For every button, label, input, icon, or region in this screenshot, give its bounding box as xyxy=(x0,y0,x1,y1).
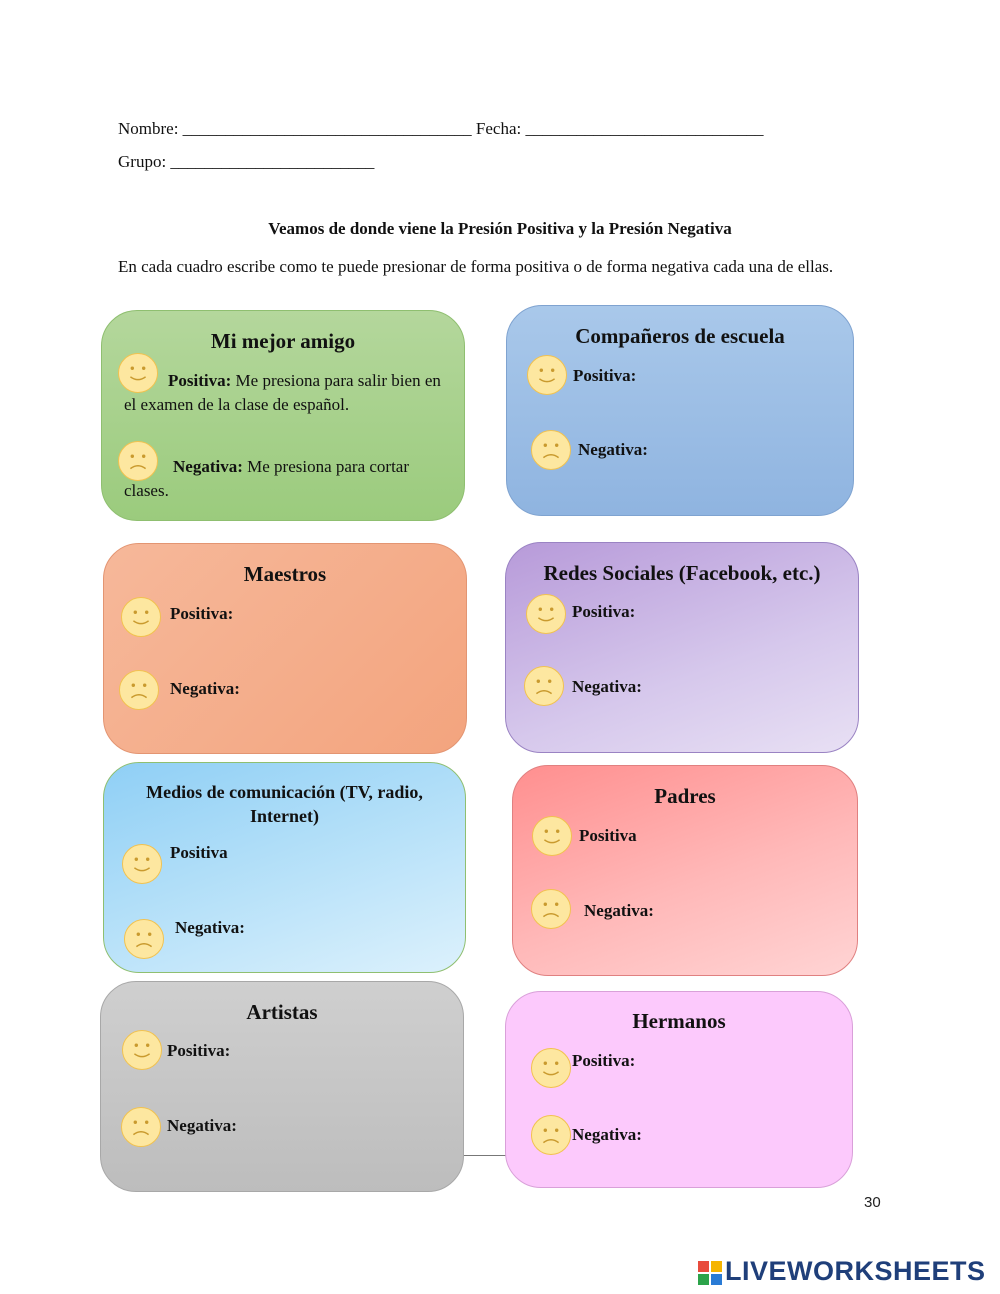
negative-label: Negativa: xyxy=(578,440,648,459)
box-title: Redes Sociales (Facebook, etc.) xyxy=(543,561,821,585)
box-title: Hermanos xyxy=(632,1009,726,1033)
liveworksheets-logo[interactable]: LIVEWORKSHEETS xyxy=(725,1256,986,1286)
smiley-face-icon xyxy=(527,355,567,395)
box-title: Mi mejor amigo xyxy=(210,329,356,353)
box-title: Maestros xyxy=(243,562,327,586)
instructions: En cada cuadro escribe como te puede presionar de forma positiva o de forma negativa cada una de ellas. xyxy=(118,257,834,276)
sad-face-icon xyxy=(124,919,164,959)
positive-label: Positiva: xyxy=(168,371,232,390)
smiley-face-icon xyxy=(532,816,572,856)
sad-face-icon xyxy=(121,1107,161,1147)
positive-label: Positiva xyxy=(170,843,228,862)
smiley-face-icon xyxy=(122,844,162,884)
negative-text: Me presiona para cortar clases. xyxy=(124,457,410,500)
negative-label: Negativa: xyxy=(173,457,243,476)
positive-text: Me presiona para salir bien en el examen de la clase de español. xyxy=(124,371,441,414)
negative-label: Negativa: xyxy=(167,1116,237,1135)
box-maestros xyxy=(103,543,467,754)
sad-face-icon xyxy=(531,1115,571,1155)
sad-face-icon xyxy=(119,670,159,710)
nombre-fecha-line: Nombre: __________________________________ Fecha: ____________________________ xyxy=(118,119,764,138)
smiley-face-icon xyxy=(526,594,566,634)
negative-label: Negativa: xyxy=(584,901,654,920)
smiley-face-icon xyxy=(531,1048,571,1088)
positive-label: Positiva: xyxy=(572,1051,636,1070)
negative-label: Negativa: xyxy=(170,679,240,698)
page-title: Veamos de donde viene la Presión Positiva y la Presión Negativa xyxy=(268,219,732,238)
sad-face-icon xyxy=(531,889,571,929)
box-hermanos xyxy=(505,991,853,1188)
positive-label: Positiva: xyxy=(573,366,637,385)
box-redes-sociales xyxy=(505,542,859,753)
box-title: Medios de comunicación (TV, radio, Internet) xyxy=(146,782,423,826)
sad-face-icon xyxy=(524,666,564,706)
box-title: Padres xyxy=(654,784,716,808)
negative-label: Negativa: xyxy=(572,1125,642,1144)
box-companeros-de-escuela xyxy=(506,305,854,516)
negative-label: Negativa: xyxy=(175,918,245,937)
page-number: 30 xyxy=(864,1194,881,1211)
box-artistas xyxy=(100,981,464,1192)
box-mi-mejor-amigo xyxy=(101,310,465,521)
positive-label: Positiva: xyxy=(572,602,636,621)
negative-label: Negativa: xyxy=(572,677,642,696)
box-medios-de-comunicacion xyxy=(103,762,466,973)
smiley-face-icon xyxy=(121,597,161,637)
box-padres xyxy=(512,765,858,976)
liveworksheets-logo-icon xyxy=(698,1261,722,1285)
positive-example xyxy=(124,369,444,417)
negative-example xyxy=(124,455,444,503)
connector-line xyxy=(464,1155,506,1156)
positive-label: Positiva xyxy=(579,826,637,845)
positive-label: Positiva: xyxy=(167,1041,231,1060)
sad-face-icon xyxy=(531,430,571,470)
smiley-face-icon xyxy=(122,1030,162,1070)
positive-label: Positiva: xyxy=(170,604,234,623)
box-title: Artistas xyxy=(246,1000,318,1024)
grupo-line: Grupo: ________________________ xyxy=(118,152,375,171)
box-title: Compañeros de escuela xyxy=(575,324,785,348)
